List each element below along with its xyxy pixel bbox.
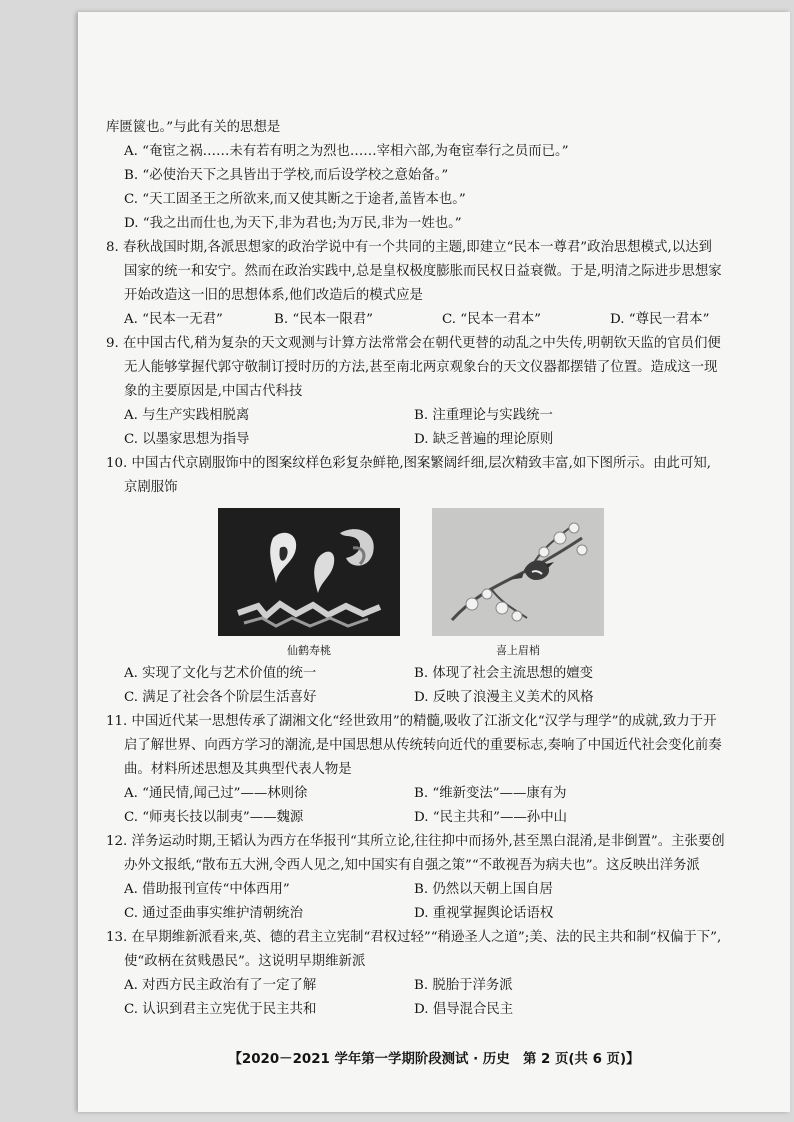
- exam-page: [78, 12, 790, 1112]
- question-text: 11. 中国近代某一思想传承了湖湘文化“经世致用”的精髓,吸收了江浙文化“汉学与理学”的成就,致力于开: [106, 714, 717, 729]
- question-text: 无人能够掌握代郭守敬制订授时历的方法,甚至南北两京观象台的天文仪器都摆错了位置。造成这一现: [124, 360, 718, 375]
- option-a: A. “通民情,闻己过”——林则徐: [124, 786, 308, 801]
- page-content: [106, 116, 778, 1022]
- question-text: 13. 在早期维新派看来,英、德的君主立宪制“君权过轻”“稍逊圣人之道”;美、法的民主共和制“权偏于下”,: [106, 930, 722, 945]
- options-row: [106, 404, 778, 428]
- option-a: A. 与生产实践相脱离: [124, 408, 250, 423]
- option-c: C. 通过歪曲事实维护清朝统治: [124, 906, 303, 921]
- options-row: [106, 806, 778, 830]
- question-8: [106, 236, 778, 332]
- option-d: D. 缺乏普遍的理论原则: [414, 432, 554, 447]
- option-c: C. “师夷长技以制夷”——魏源: [124, 810, 304, 825]
- option-c: C. 满足了社会各个阶层生活喜好: [124, 690, 317, 705]
- photo-caption: 仙鹤寿桃: [287, 644, 331, 657]
- magpie-plum-embroidery-image: [432, 508, 604, 636]
- question-7-continued: [106, 116, 778, 236]
- option-c: C. “民本一君本”: [442, 312, 541, 327]
- options-row: [106, 878, 778, 902]
- options-row: [106, 974, 778, 998]
- options-row: [106, 782, 778, 806]
- question-text: 国家的统一和安宁。然而在政治实践中,总是皇权极度膨胀而民权日益衰微。于是,明清之际进步思想家: [124, 264, 722, 279]
- option-b: B. “民本一限君”: [274, 312, 373, 327]
- question-13: [106, 926, 778, 1022]
- option-d: D. “我之出而仕也,为天下,非为君也;为万民,非为一姓也。”: [124, 216, 462, 231]
- options-row: [106, 686, 778, 710]
- photo-magpie-plum: [432, 508, 604, 662]
- option-b: B. 仍然以天朝上国自居: [414, 882, 553, 897]
- options-row: [106, 428, 778, 452]
- option-b: B. “必使治天下之具皆出于学校,而后设学校之意始备。”: [124, 168, 449, 183]
- option-b: B. 体现了社会主流思想的嬗变: [414, 666, 594, 681]
- question-text: 9. 在中国古代,稍为复杂的天文观测与计算方法常常会在朝代更替的动乱之中失传,明朝钦天监的官员们便: [106, 336, 721, 351]
- option-a: A. “奄宦之祸……未有若有明之为烈也……宰相六部,为奄宦奉行之员而已。”: [124, 144, 569, 159]
- options-row: [106, 662, 778, 686]
- option-d: D. “尊民一君本”: [610, 312, 710, 327]
- question-11: [106, 710, 778, 830]
- option-d: D. 倡导混合民主: [414, 1002, 514, 1017]
- option-c: C. 认识到君主立宪优于民主共和: [124, 1002, 317, 1017]
- question-10: [106, 452, 778, 710]
- option-b: B. 注重理论与实践统一: [414, 408, 553, 423]
- options-row: [106, 998, 778, 1022]
- question-text: 曲。材料所述思想及其典型代表人物是: [124, 762, 352, 777]
- costume-photos: [106, 508, 778, 662]
- photo-crane-peach: [218, 508, 400, 662]
- question-text: 12. 洋务运动时期,王韬认为西方在华报刊“其所立论,往往抑中而扬外,甚至黑白混淆,是非倒置”。主张要创: [106, 834, 725, 849]
- option-a: A. 对西方民主政治有了一定了解: [124, 978, 317, 993]
- question-text: 京剧服饰: [124, 480, 178, 495]
- option-c: C. 以墨家思想为指导: [124, 432, 250, 447]
- option-d: D. “民主共和”——孙中山: [414, 810, 567, 825]
- option-c: C. “天工固圣王之所欲来,而又使其断之于途者,盖皆本也。”: [124, 192, 466, 207]
- crane-peach-embroidery-image: [218, 508, 400, 636]
- question-text: 启了解世界、向西方学习的潮流,是中国思想从传统转向近代的重要标志,奏响了中国近代社会变化前奏: [124, 738, 722, 753]
- question-text: 库匮篋也。”与此有关的思想是: [106, 120, 281, 135]
- question-text: 办外文报纸,“散布五大洲,令西人见之,知中国实有自强之策”“不敢视吾为病夫也”。这反映出洋务派: [124, 858, 700, 873]
- option-a: A. 实现了文化与艺术价值的统一: [124, 666, 317, 681]
- question-text: 8. 春秋战国时期,各派思想家的政治学说中有一个共同的主题,即建立“民本一尊君”政治思想模式,以达到: [106, 240, 712, 255]
- options-row: [106, 902, 778, 926]
- question-text: 10. 中国古代京剧服饰中的图案纹样色彩复杂鲜艳,图案繁阔纤细,层次精致丰富,如下图所示。由此可知,: [106, 456, 711, 471]
- option-a: A. “民本一无君”: [124, 312, 223, 327]
- question-text: 开始改造这一旧的思想体系,他们改造后的模式应是: [124, 288, 423, 303]
- option-b: B. “维新变法”——康有为: [414, 786, 567, 801]
- photo-caption: 喜上眉梢: [496, 644, 540, 657]
- page-footer: 【2020－2021 学年第一学期阶段测试 · 历史 第 2 页(共 6 页)】: [228, 1052, 640, 1067]
- question-9: [106, 332, 778, 452]
- option-d: D. 反映了浪漫主义美术的风格: [414, 690, 594, 705]
- question-text: 使“政柄在贫贱愚民”。这说明早期维新派: [124, 954, 366, 969]
- question-12: [106, 830, 778, 926]
- option-d: D. 重视掌握舆论话语权: [414, 906, 554, 921]
- options-row: [106, 308, 778, 332]
- option-b: B. 脱胎于洋务派: [414, 978, 513, 993]
- option-a: A. 借助报刊宣传“中体西用”: [124, 882, 290, 897]
- question-text: 象的主要原因是,中国古代科技: [124, 384, 303, 399]
